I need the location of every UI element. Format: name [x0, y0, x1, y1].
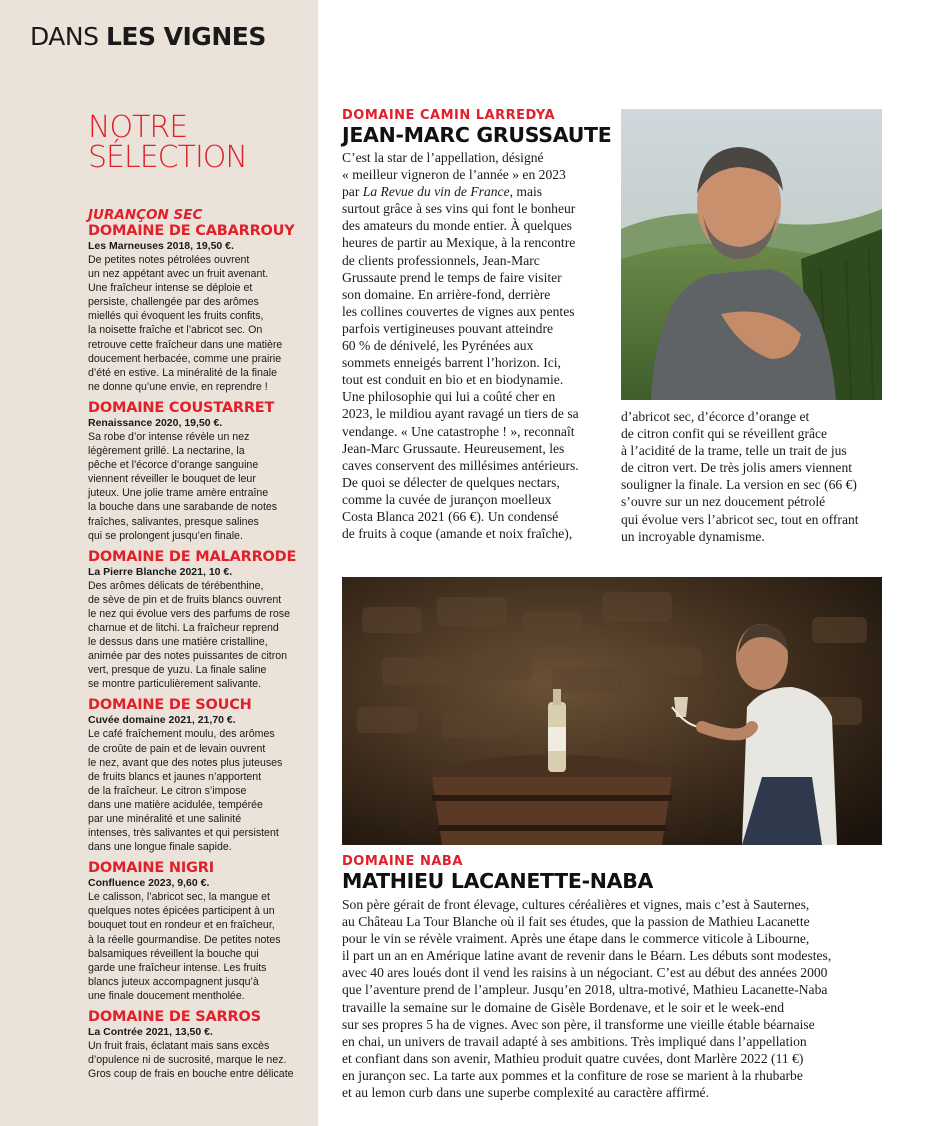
- text-line: d’opulence ni de sucrosité, marque le nez.: [88, 1054, 287, 1067]
- text-line: de la fraîcheur. Le citron s’impose: [88, 784, 247, 797]
- text-line: qui évolue vers l’abricot sec, tout en offrant: [621, 511, 859, 527]
- text-line: d’abricot sec, d’écorce d’orange et: [621, 409, 810, 424]
- text-line: au Château La Tour Blanche où il fait ses études, que la passion de Mathieu Lacanette: [342, 914, 810, 930]
- text-line: Son père gérait de front élevage, cultures céréalières et vignes, mais c’est à Sauternes,: [342, 897, 810, 912]
- text-line: 2023, le mildiou ayant ravagé un tiers de sa: [342, 406, 579, 422]
- wine-domain-name: DOMAINE DE SOUCH: [88, 697, 252, 714]
- article-lacanette-naba: [342, 854, 892, 1101]
- wine-cuvee: La Pierre Blanche 2021, 10 €.: [88, 565, 233, 578]
- text-line: de citron confit qui se réveillent grâce: [621, 426, 828, 442]
- text-line: le dessus dans une matière cristalline,: [88, 636, 268, 649]
- text-line: C’est la star de l’appellation, désigné: [342, 150, 544, 165]
- text-line: De quoi se délecter de quelques nectars,: [342, 474, 560, 490]
- text-line: de citron vert. De très jolis amers viennent: [621, 460, 853, 476]
- text-line: Jean-Marc Grussaute. Heureusement, les: [342, 440, 565, 456]
- text-line: juteux. Une jolie trame amère entraîne: [88, 487, 269, 500]
- text-line: Des arômes délicats de térébenthine,: [88, 579, 264, 592]
- text-line: une finale doucement mentholée.: [88, 989, 245, 1002]
- text-line: et confiant dans son avenir, Mathieu produit quatre cuvées, dont Marlère 2022 (11 €): [342, 1050, 804, 1066]
- wine-description: [88, 430, 310, 543]
- text-line: de sève de pin et de fruits blancs ouvrent: [88, 593, 282, 606]
- text-line: De petites notes pétrolées ouvrent: [88, 254, 250, 266]
- text-line: se montre particulièrement salivante.: [88, 678, 262, 691]
- text-line: un incroyable dynamisme.: [621, 528, 765, 544]
- text-line: bouquet tout en rondeur et en fraîcheur,: [88, 919, 275, 932]
- text-line: Sa robe d’or intense révèle un nez: [88, 430, 250, 443]
- text-line: miellés qui évoquent les fruits confits,: [88, 310, 264, 323]
- wine-cuvee: La Contrée 2021, 13,50 €.: [88, 1026, 213, 1039]
- text-line: de fruits blancs et jaunes n’apportent: [88, 770, 262, 783]
- text-line: quelques notes épicées participent à un: [88, 905, 275, 918]
- text-line: de croûte de pain et de levain ouvrent: [88, 742, 266, 755]
- text-line: les collines couvertes de vignes aux pentes: [342, 303, 575, 319]
- section-title: LES VIGNES: [105, 22, 266, 51]
- text-line: « meilleur vigneron de l’année » en 2023: [342, 167, 566, 183]
- wine-entry: [88, 697, 310, 854]
- article1-text-col1: [342, 149, 612, 542]
- text-line: de clients professionnels, Jean-Marc: [342, 252, 540, 268]
- text-line: avec 40 ares loués dont il vend les raisins à un négociant. C’est au début des années 2000: [342, 965, 828, 981]
- text-line: vert, presque de yuzu. La finale saline: [88, 664, 267, 677]
- wine-cuvee: Renaissance 2020, 19,50 €.: [88, 416, 223, 429]
- text-line: viennent réveiller le bouquet de leur: [88, 473, 256, 486]
- wine-description: [88, 727, 310, 854]
- text-line: pour le vin se révèle vraiment. Après une étape dans le commerce viticole à Libourne,: [342, 931, 810, 947]
- selection-title-line2: SÉLECTION: [88, 140, 247, 175]
- text-line: par une minéralité et une salinité: [88, 813, 242, 825]
- text-line: en jurançon sec. La tarte aux pommes et la confiture de rose se marient à la rhubarbe: [342, 1067, 803, 1083]
- text-line: dans une longue finale sapide.: [88, 841, 232, 854]
- text-line: dans une matière acidulée, tempérée: [88, 798, 263, 811]
- photo-jean-marc-grussaute: [621, 109, 882, 400]
- text-line: Le calisson, l’abricot sec, la mangue et: [88, 891, 270, 904]
- text-line: le nez, avant que des notes plus juteuses: [88, 756, 283, 769]
- text-line: charnue et de litchi. La fraîcheur reprend: [88, 621, 279, 634]
- text-line: 60 % de dénivelé, les Pyrénées aux: [342, 338, 534, 354]
- text-line: fraîches, salivantes, presque salines: [88, 515, 259, 528]
- text-line: s’ouvre sur un nez doucement pétrolé: [621, 494, 826, 510]
- wine-domain-name: DOMAINE DE CABARROUY: [88, 223, 295, 239]
- text-line: comme la cuvée de jurançon moelleux: [342, 491, 552, 507]
- text-line: heures de partir au Mexique, à la rencontre: [342, 235, 576, 251]
- text-line: parfois vertigineuses pouvant atteindre: [342, 320, 554, 336]
- text-line: animée par des notes puissantes de citron: [88, 650, 288, 663]
- wine-entry: [88, 1009, 310, 1081]
- text-line: son domaine. En arrière-fond, derrière: [342, 286, 551, 302]
- wine-description: [88, 1039, 310, 1081]
- section-prefix: DANS: [30, 22, 99, 51]
- wine-description: [88, 253, 310, 394]
- text-line: persiste, challengée par des arômes: [88, 296, 259, 309]
- text-line: sur ses propres 5 ha de vignes. Avec son père, il transforme une vieille étable béarnaise: [342, 1016, 815, 1032]
- wine-domain-name: DOMAINE NIGRI: [88, 860, 214, 877]
- text-line: Costa Blanca 2021 (66 €). Un condensé: [342, 508, 559, 524]
- wine-description: [88, 579, 310, 692]
- text-line: Gros coup de frais en bouche entre délicate: [88, 1068, 294, 1081]
- wine-domain-name: DOMAINE DE MALARRODE: [88, 548, 297, 565]
- article2-person-name: MATHIEU LACANETTE-NABA: [342, 869, 654, 893]
- text-line: Une philosophie qui lui a coûté cher en: [342, 389, 556, 405]
- text-line: pêche et l’écorce d’orange sanguine: [88, 459, 259, 472]
- wine-description: [88, 890, 310, 1003]
- text-line: un nez appétant avec un fruit avenant.: [88, 268, 269, 281]
- text-line: caves conservent des millésimes antérieurs.: [342, 457, 579, 473]
- text-line: sommets enneigés barrent l’horizon. Ici,: [342, 355, 561, 371]
- wine-entry: [88, 400, 310, 543]
- article2-text: [342, 896, 892, 1101]
- selection-list: [88, 207, 310, 1087]
- article1-continued: [621, 408, 891, 545]
- wine-cuvee: Confluence 2023, 9,60 €.: [88, 877, 210, 890]
- text-line: vendange. « Une catastrophe ! », reconnaît: [342, 423, 575, 439]
- wine-entry: [88, 549, 310, 692]
- wine-cuvee: Cuvée domaine 2021, 21,70 €.: [88, 714, 236, 727]
- text-line: surtout grâce à ses vins qui font le bonheur: [342, 201, 576, 217]
- text-line: retrouve cette fraîcheur dans une matière: [88, 338, 283, 351]
- text-line: par La Revue du vin de France, mais: [342, 184, 543, 200]
- text-line: à la réelle gourmandise. De petites notes: [88, 933, 281, 946]
- text-line: la bouche dans une sarabande de notes: [88, 501, 278, 514]
- wine-cuvee: Les Marneuses 2018, 19,50 €.: [88, 240, 234, 252]
- text-line: des amateurs du monde entier. À quelques: [342, 218, 572, 234]
- text-line: de fruits à coque (amande et noix fraîche),: [342, 526, 573, 542]
- text-line: qui se prolongent jusqu’en finale.: [88, 529, 243, 542]
- wine-entry: [88, 223, 310, 394]
- text-line: ne donne qu’une envie, en reprendre !: [88, 380, 268, 393]
- wine-category: JURANÇON SEC: [88, 207, 203, 223]
- selection-title-line1: NOTRE: [88, 110, 188, 145]
- text-line: d’été en estive. La minéralité de la finale: [88, 366, 278, 379]
- text-line: Une fraîcheur intense se déploie et: [88, 282, 253, 295]
- text-line: blancs juteux accompagnent jusqu’à: [88, 975, 259, 988]
- text-line: que l’aventure prend de l’ampleur. Jusqu’en 2018, ultra-motivé, Mathieu Lacanette-Naba: [342, 982, 828, 998]
- wine-domain-name: DOMAINE DE SARROS: [88, 1009, 261, 1026]
- text-line: en chai, un univers de travail adapté à ses ambitions. Très impliqué dans l’appellation: [342, 1033, 807, 1049]
- text-line: travaille la semaine sur le domaine de Gisèle Bordenave, et le soir et le week-end: [342, 999, 784, 1015]
- text-line: il part un an en Amérique latine avant de revenir dans le Béarn. Les débuts sont modestes,: [342, 948, 832, 964]
- article2-domain: DOMAINE NABA: [342, 854, 463, 869]
- article1-domain: DOMAINE CAMIN LARREDYA: [342, 108, 556, 123]
- section-header: [30, 22, 266, 51]
- wine-entry: [88, 860, 310, 1003]
- text-line: légèrement grillé. La nectarine, la: [88, 445, 245, 458]
- article-grussaute: [342, 108, 612, 542]
- text-line: balsamiques réveillent la bouche qui: [88, 947, 259, 960]
- text-line: le nez qui évolue vers des parfums de rose: [88, 607, 290, 620]
- text-line: la noisette fraîche et l’abricot sec. On: [88, 324, 263, 337]
- text-line: tout est conduit en bio et en biodynamie.: [342, 372, 564, 388]
- text-line: et au lemon curb dans une superbe complexité au caractère affirmé.: [342, 1085, 709, 1101]
- text-line: intenses, très salivantes et qui persistent: [88, 827, 279, 840]
- article1-text-col2: [621, 408, 891, 545]
- text-line: Le café fraîchement moulu, des arômes: [88, 728, 275, 741]
- wine-domain-name: DOMAINE COUSTARRET: [88, 399, 275, 416]
- text-line: Un fruit frais, éclatant mais sans excès: [88, 1040, 270, 1053]
- text-line: Grussaute prend le temps de faire visiter: [342, 269, 562, 285]
- photo-mathieu-lacanette-naba: [342, 577, 882, 845]
- article1-person-name: JEAN-MARC GRUSSAUTE: [342, 123, 612, 147]
- selection-title: [88, 110, 288, 175]
- text-line: doucement herbacée, comme une prairie: [88, 352, 282, 365]
- text-line: à l’acidité de la trame, telle un trait de jus: [621, 443, 847, 459]
- text-line: garde une fraîcheur intense. Les fruits: [88, 961, 267, 974]
- text-line: souligner la finale. La version en sec (66 €): [621, 477, 857, 493]
